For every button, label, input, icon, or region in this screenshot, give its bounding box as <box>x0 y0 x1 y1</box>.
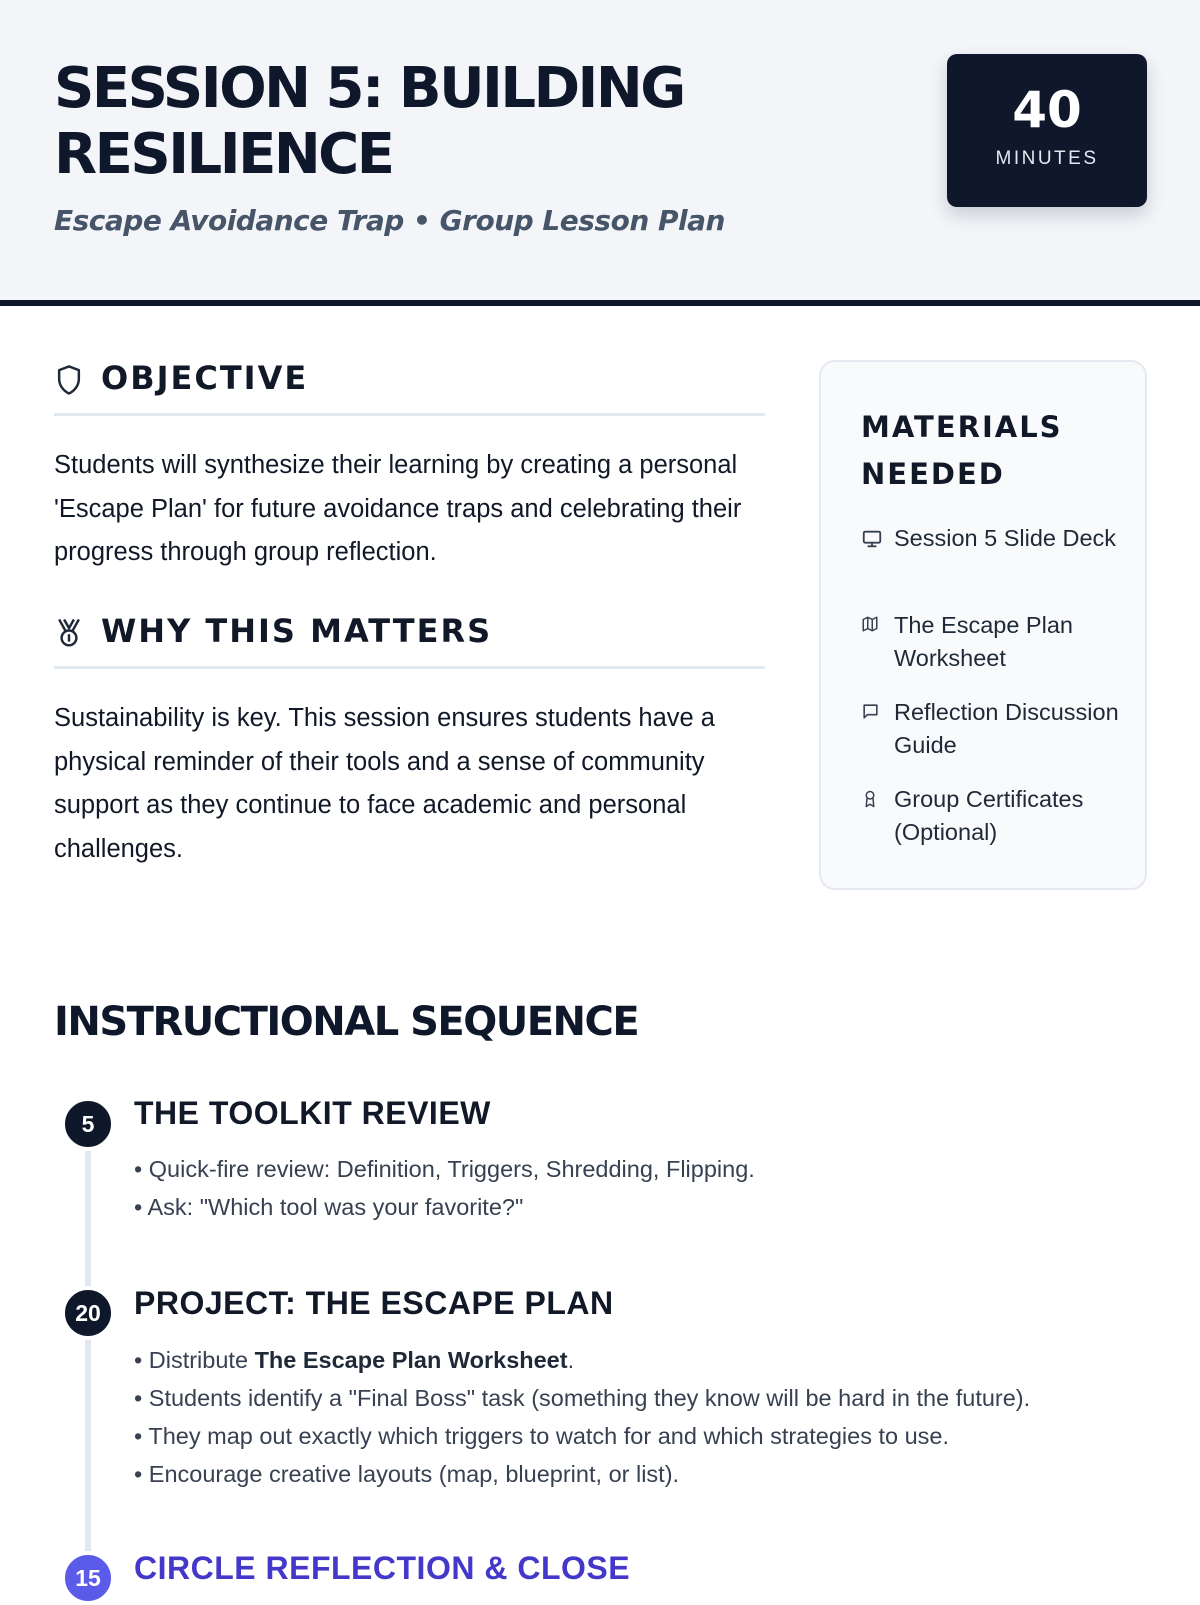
duration-number: 40 <box>1012 81 1082 139</box>
step-title: PROJECT: THE ESCAPE PLAN <box>134 1285 614 1321</box>
material-item <box>861 522 1121 555</box>
list-item: • Encourage creative layouts (map, blueprint, or list). <box>134 1461 680 1487</box>
step-title-active: CIRCLE REFLECTION & CLOSE <box>134 1550 631 1586</box>
material-label: The Escape Plan Worksheet <box>894 612 1073 671</box>
map-icon <box>861 615 879 638</box>
step-minutes-badge: 5 <box>61 1097 115 1151</box>
material-item <box>861 783 1121 849</box>
step-minutes-badge-active: 15 <box>61 1551 115 1605</box>
page-title: SESSION 5: BUILDING RESILIENCE <box>54 56 684 187</box>
step-title: THE TOOLKIT REVIEW <box>134 1095 491 1131</box>
why-heading <box>54 609 765 669</box>
timeline-line <box>85 1125 91 1565</box>
list-item: • Students identify a "Final Boss" task (something they know will be hard in the future). <box>134 1385 1031 1411</box>
step-minutes-badge: 20 <box>61 1286 115 1340</box>
duration-badge <box>947 54 1147 207</box>
page-subtitle: Escape Avoidance Trap • Group Lesson Plan <box>54 204 725 237</box>
why-text: Sustainability is key. This session ensures students have a physical reminder of their tools and a sense of community support as they continue to face academic and personal challenges. <box>54 704 715 863</box>
material-item <box>861 609 1121 675</box>
materials-card <box>819 360 1147 890</box>
worksheet-name: The Escape Plan Worksheet <box>254 1347 568 1373</box>
objective-heading-label: OBJECTIVE <box>101 359 309 397</box>
step-bullets <box>134 1341 1030 1493</box>
step-bullets <box>134 1150 755 1226</box>
award-icon <box>861 789 879 814</box>
material-label: Session 5 Slide Deck <box>894 525 1117 551</box>
list-item: • Quick-fire review: Definition, Triggers, Shredding, Flipping. <box>134 1156 755 1182</box>
list-item: • Distribute The Escape Plan Worksheet. <box>134 1347 575 1373</box>
objective-text: Students will synthesize their learning by creating a personal 'Escape Plan' for future avoidance traps and celebrating their progress through group reflection. <box>54 451 742 566</box>
objective-heading <box>54 356 765 416</box>
materials-title: MATERIALS NEEDED <box>861 410 1063 491</box>
presentation-icon <box>861 528 883 555</box>
sequence-title: INSTRUCTIONAL SEQUENCE <box>54 999 639 1045</box>
duration-unit: MINUTES <box>995 148 1099 169</box>
list-item: • They map out exactly which triggers to watch for and which strategies to use. <box>134 1423 950 1449</box>
medal-icon <box>54 617 84 654</box>
list-item: • Ask: "Which tool was your favorite?" <box>134 1194 524 1220</box>
material-label: Group Certificates (Optional) <box>894 786 1084 845</box>
page-header <box>0 0 1200 306</box>
why-heading-label: WHY THIS MATTERS <box>101 612 493 650</box>
shield-icon <box>54 364 84 401</box>
chat-bubble-icon <box>861 702 880 726</box>
material-label: Reflection Discussion Guide <box>894 699 1119 758</box>
material-item <box>861 696 1121 762</box>
